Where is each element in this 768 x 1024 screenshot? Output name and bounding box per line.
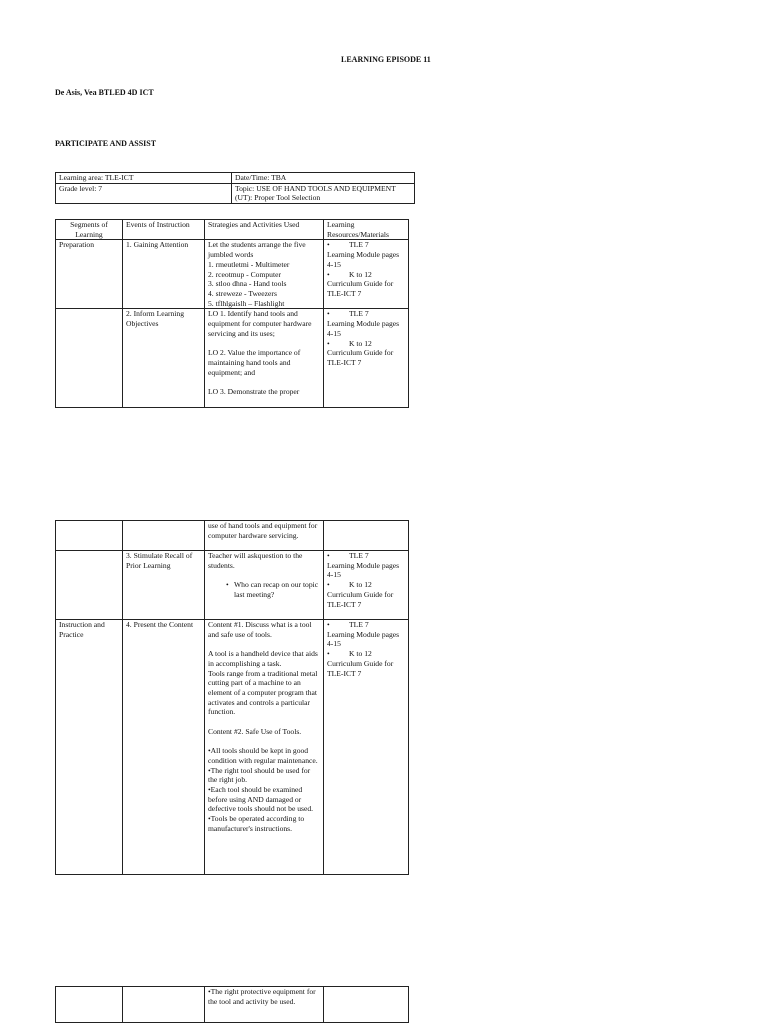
lesson-plan-table-1 bbox=[55, 219, 409, 408]
resource-text: Curriculum Guide for TLE-ICT 7 bbox=[327, 348, 394, 367]
grade-level-cell: Grade level: 7 bbox=[56, 183, 232, 203]
header-strategies: Strategies and Activities Used bbox=[205, 220, 324, 240]
resource-text: Curriculum Guide for TLE-ICT 7 bbox=[327, 589, 394, 609]
activity-text: •The right tool should be used for the right job. bbox=[208, 765, 311, 785]
resource-item: • K to 12 bbox=[327, 338, 372, 348]
resource-item: • TLE 7 bbox=[327, 620, 369, 629]
activity-text: 5. tflhlgaislh – Flashlight bbox=[208, 298, 285, 308]
resource-item: • TLE 7 bbox=[327, 309, 369, 319]
segment-cell bbox=[56, 521, 123, 551]
activity-text: •The right protective equipment for the tool and activity be used. bbox=[208, 987, 316, 1006]
activity-text: LO 3. Demonstrate the proper bbox=[208, 387, 300, 396]
activity-text: 4. streweze - Tweezers bbox=[208, 288, 277, 298]
event-cell bbox=[123, 521, 205, 551]
section-heading: PARTICIPATE AND ASSIST bbox=[55, 139, 157, 148]
activity-cell bbox=[205, 309, 324, 408]
resource-item: • K to 12 bbox=[327, 269, 372, 279]
activity-text: Let the students arrange the five jumbled words bbox=[208, 240, 306, 260]
resource-text: Learning Module pages 4-15 bbox=[327, 319, 400, 338]
table-row bbox=[56, 987, 409, 1023]
event-cell: 3. Stimulate Recall of Prior Learning bbox=[123, 551, 205, 620]
activity-text: Tools range from a traditional metal cutting part of a machine to an element of a computer program that activates and controls a particular function. bbox=[208, 668, 318, 717]
activity-text: 1. rmeutletmi - Multimeter bbox=[208, 259, 290, 269]
resource-cell bbox=[324, 521, 409, 551]
activity-text: Content #1. Discuss what is a tool and safe use of tools. bbox=[208, 620, 312, 639]
activity-text: Content #2. Safe Use of Tools. bbox=[208, 726, 302, 736]
event-cell: 2. Inform Learning Objectives bbox=[123, 309, 205, 408]
lesson-plan-table-3 bbox=[55, 986, 409, 1023]
event-cell: 1. Gaining Attention bbox=[123, 240, 205, 309]
resource-item: • K to 12 bbox=[327, 580, 372, 590]
document-title: LEARNING EPISODE 11 bbox=[341, 55, 431, 64]
event-cell bbox=[123, 987, 205, 1023]
activity-text: Teacher will askquestion to the students. bbox=[208, 551, 303, 570]
segment-cell bbox=[56, 551, 123, 620]
segment-cell bbox=[56, 309, 123, 408]
resource-item: • K to 12 bbox=[327, 649, 372, 659]
event-cell: 4. Present the Content bbox=[123, 620, 205, 875]
lesson-plan-table-2 bbox=[55, 520, 409, 875]
question-bullet: • Who can recap on our topic last meeting? bbox=[208, 580, 320, 599]
segment-cell: Instruction and Practice bbox=[56, 620, 123, 875]
table-row bbox=[56, 551, 409, 620]
header-resources: Learning Resources/Materials bbox=[324, 220, 409, 240]
table-row bbox=[56, 240, 409, 309]
header-events: Events of Instruction bbox=[123, 220, 205, 240]
resource-text: Learning Module pages 4-15 bbox=[327, 560, 400, 580]
resource-cell bbox=[324, 309, 409, 408]
activity-cell bbox=[205, 987, 324, 1023]
segment-cell: Preparation bbox=[56, 240, 123, 309]
topic-cell: Topic: USE OF HAND TOOLS AND EQUIPMENT (UT): Proper Tool Selection bbox=[232, 183, 415, 203]
activity-text: LO 2. Value the importance of maintaining hand tools and equipment; and bbox=[208, 348, 301, 377]
table-row bbox=[56, 521, 409, 551]
table-header-row bbox=[56, 220, 409, 240]
activity-text: use of hand tools and equipment for computer hardware servicing. bbox=[208, 521, 318, 540]
activity-cell bbox=[205, 521, 324, 551]
activity-cell bbox=[205, 240, 324, 309]
resource-item: • TLE 7 bbox=[327, 240, 369, 250]
activity-text: 2. rceotmup - Computer bbox=[208, 269, 281, 279]
activity-cell bbox=[205, 620, 324, 875]
activity-text: •All tools should be kept in good condition with regular maintenance. bbox=[208, 746, 318, 765]
activity-text: A tool is a handheld device that aids in accomplishing a task. bbox=[208, 649, 318, 668]
table-row bbox=[56, 620, 409, 875]
date-time-cell: Date/Time: TBA bbox=[232, 173, 415, 184]
resource-text: Curriculum Guide for TLE-ICT 7 bbox=[327, 658, 394, 678]
activity-text: •Tools be operated according to manufacturer's instructions. bbox=[208, 814, 305, 833]
activity-text: 3. stloo dhna - Hand tools bbox=[208, 279, 287, 289]
resource-text: Learning Module pages 4-15 bbox=[327, 629, 400, 649]
segment-cell bbox=[56, 987, 123, 1023]
resource-cell bbox=[324, 551, 409, 620]
header-segments: Segments of Learning bbox=[56, 220, 123, 240]
learning-area-cell: Learning area: TLE-ICT bbox=[56, 173, 232, 184]
resource-cell bbox=[324, 987, 409, 1023]
resource-cell bbox=[324, 240, 409, 309]
resource-text: Learning Module pages 4-15 bbox=[327, 250, 400, 269]
table-row bbox=[56, 309, 409, 408]
resource-cell bbox=[324, 620, 409, 875]
activity-text: LO 1. Identify hand tools and equipment for computer hardware servicing and its uses; bbox=[208, 309, 312, 338]
activity-text: •Each tool should be examined before using AND damaged or defective tools should not be used. bbox=[208, 784, 314, 814]
author-line: De Asis, Vea BTLED 4D ICT bbox=[55, 88, 154, 97]
resource-item: • TLE 7 bbox=[327, 551, 369, 560]
resource-text: Curriculum Guide for TLE-ICT 7 bbox=[327, 279, 394, 298]
lesson-info-table bbox=[55, 172, 415, 204]
activity-cell bbox=[205, 551, 324, 620]
